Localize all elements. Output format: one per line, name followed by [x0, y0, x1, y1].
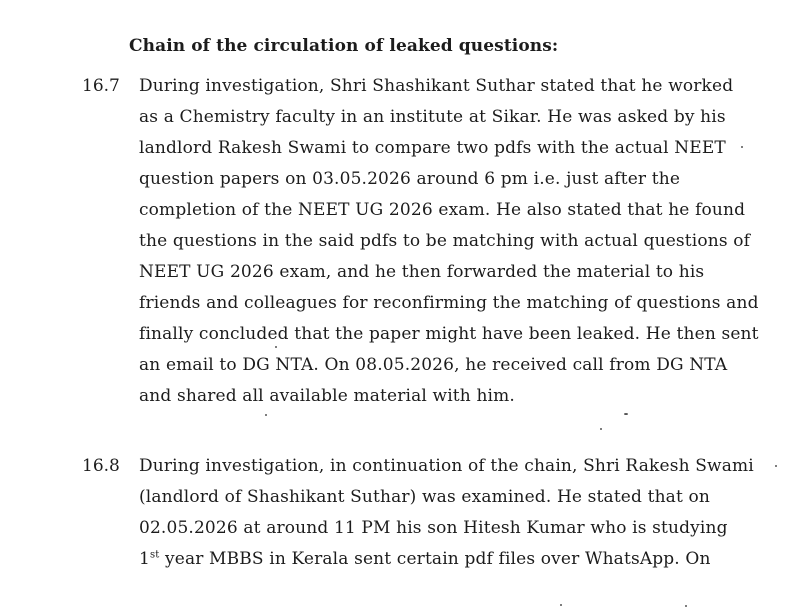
scan-speck [600, 428, 602, 430]
paragraph-line: as a Chemistry faculty in an institute at Sikar. He was asked by his [139, 107, 726, 127]
paragraph-line: During investigation, in continuation of the chain, Shri Rakesh Swami [139, 456, 754, 476]
paragraph-line: an email to DG NTA. On 08.05.2026, he received call from DG NTA [139, 355, 728, 375]
paragraph-line: 02.05.2026 at around 11 PM his son Hitesh Kumar who is studying [139, 518, 728, 538]
scan-speck [624, 413, 628, 415]
scan-speck [275, 346, 277, 348]
paragraph-number: 16.7 [82, 76, 120, 96]
scan-speck [560, 604, 562, 606]
paragraph-line [139, 549, 711, 569]
paragraph-line: question papers on 03.05.2026 around 6 pm i.e. just after the [139, 169, 681, 189]
section-heading: Chain of the circulation of leaked questions: [129, 36, 559, 56]
scan-speck [685, 605, 687, 607]
paragraph-line: landlord Rakesh Swami to compare two pdfs with the actual NEET [139, 138, 726, 158]
paragraph-line: the questions in the said pdfs to be matching with actual questions of [139, 231, 751, 251]
paragraph-line: friends and colleagues for reconfirming the matching of questions and [139, 293, 759, 313]
paragraph-line: NEET UG 2026 exam, and he then forwarded the material to his [139, 262, 705, 282]
line-text: year MBBS in Kerala sent certain pdf files over WhatsApp. On [159, 549, 711, 569]
paragraph-line: During investigation, Shri Shashikant Suthar stated that he worked [139, 76, 734, 96]
paragraph-line: (landlord of Shashikant Suthar) was examined. He stated that on [139, 487, 710, 507]
scan-speck [265, 414, 267, 416]
paragraph-line: and shared all available material with him. [139, 386, 515, 406]
scan-speck [775, 465, 777, 467]
scan-speck [741, 146, 743, 148]
paragraph-line: completion of the NEET UG 2026 exam. He also stated that he found [139, 200, 746, 220]
paragraph-line: finally concluded that the paper might have been leaked. He then sent [139, 324, 759, 344]
paragraph-number: 16.8 [82, 456, 120, 476]
ordinal-superscript: st [149, 549, 160, 561]
ordinal-number: 1 [139, 549, 150, 569]
